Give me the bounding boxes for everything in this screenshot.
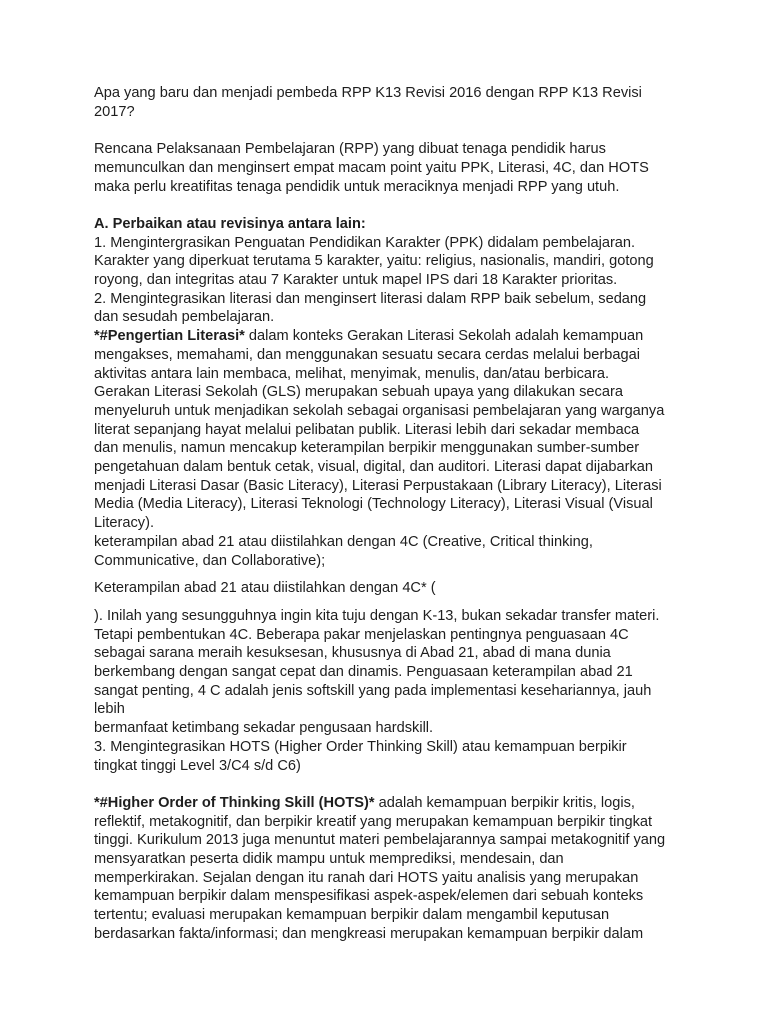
spacer [94,121,684,140]
fourc-line: Keterampilan abad 21 atau diistilahkan dengan 4C* ( [94,580,436,597]
spacer [94,196,684,215]
spacer [94,775,684,794]
literasi-bold-term: *#Pengertian Literasi* [94,328,245,345]
spacer [94,598,684,607]
literasi-paragraph [94,327,684,570]
hots-paragraph [94,794,684,944]
document-page [94,84,684,944]
fourc-paragraph: ). Inilah yang sesungguhnya ingin kita tuju dengan K-13, bukan sekadar transfer materi. Tetapi pembentukan 4C. Beberapa pakar menjelaskan pentingnya penguasaan 4C sebagai sarana meraih kesuksesan, khususnya di Abad 21, abad di mana dunia berkembang dengan sangat cepat dan dinamis. Penguasaan keterampilan abad 21 sangat penting, 4 C adalah jenis softskill yang pada implementasi kesehariannya, jauh lebih bermanfaat ketimbang sekadar pengusaan hardskill. 3. Mengintegrasikan HOTS (Higher Order Thinking Skill) atau kemampuan berpikir tingkat tinggi Level 3/C4 s/d C6) [94,607,660,774]
section-a-heading [94,215,684,234]
item-1-paragraph: 1. Mengintergrasikan Penguatan Pendidikan Karakter (PPK) didalam pembelajaran. Karakter yang diperkuat terutama 5 karakter, yaitu: religius, nasionalis, mandiri, gotong royong, dan integritas atau 7 Karakter untuk mapel IPS dari 18 Karakter prioritas. [94,234,654,288]
hots-text: adalah kemampuan berpikir kritis, logis, reflektif, metakognitif, dan berpikir kreatif yang merupakan kemampuan berpikir tingkat tinggi. Kurikulum 2013 juga menuntut materi pembelajarannya sampai metakognitif yang mensyaratkan peserta didik mampu untuk memprediksi, mendesain, dan memperkirakan. Sejalan dengan itu ranah dari HOTS yaitu analisis yang merupakan kemampuan berpikir dalam menspesifikasi aspek-aspek/elemen dari sebuah konteks tertentu; evaluasi merupakan kemampuan berpikir dalam mengambil keputusan berdasarkan fakta/informasi; dan mengkreasi merupakan kemampuan berpikir dalam [94,794,666,942]
literasi-text: dalam konteks Gerakan Literasi Sekolah adalah kemampuan mengakses, memahami, dan menggunakan sesuatu secara cerdas melalui berbagai aktivitas antara lain membaca, melihat, menyimak, menulis, dan/atau berbicara. Gerakan Literasi Sekolah (GLS) merupakan sebuah upaya yang dilakukan secara menyeluruh untuk menjadikan sekolah sebagai organisasi pembelajaran yang warganya literat sepanjang hayat melalui pelibatan publik. Literasi lebih dari sekadar membaca dan menulis, namun mencakup keterampilan berpikir menggunakan sumber-sumber pengetahuan dalam bentuk cetak, visual, digital, dan auditori. Literasi dapat dijabarkan menjadi Literasi Dasar (Basic Literacy), Literasi Perpustakaan (Library Literacy), Literasi Media (Media Literacy), Literasi Teknologi (Technology Literacy), Literasi Visual (Visual Literacy). keterampilan abad 21 atau diistilahkan dengan 4C (Creative, Critical thinking, Communicative, dan Collaborative); [94,328,665,569]
item-2-paragraph: 2. Mengintegrasikan literasi dan menginsert literasi dalam RPP baik sebelum, sedang dan sesudah pembelajaran. [94,290,647,326]
section-a-heading-text: A. Perbaikan atau revisinya antara lain: [94,215,366,232]
question-paragraph: Apa yang baru dan menjadi pembeda RPP K13 Revisi 2016 dengan RPP K13 Revisi 2017? [94,85,642,120]
hots-bold-term: *#Higher Order of Thinking Skill (HOTS)* [94,794,375,811]
intro-paragraph: Rencana Pelaksanaan Pembelajaran (RPP) yang dibuat tenaga pendidik harus memunculkan dan menginsert empat macam point yaitu PPK, Literasi, 4C, dan HOTS maka perlu kreatifitas tenaga pendidik untuk meraciknya menjadi RPP yang utuh. [94,141,649,195]
spacer [94,570,684,579]
